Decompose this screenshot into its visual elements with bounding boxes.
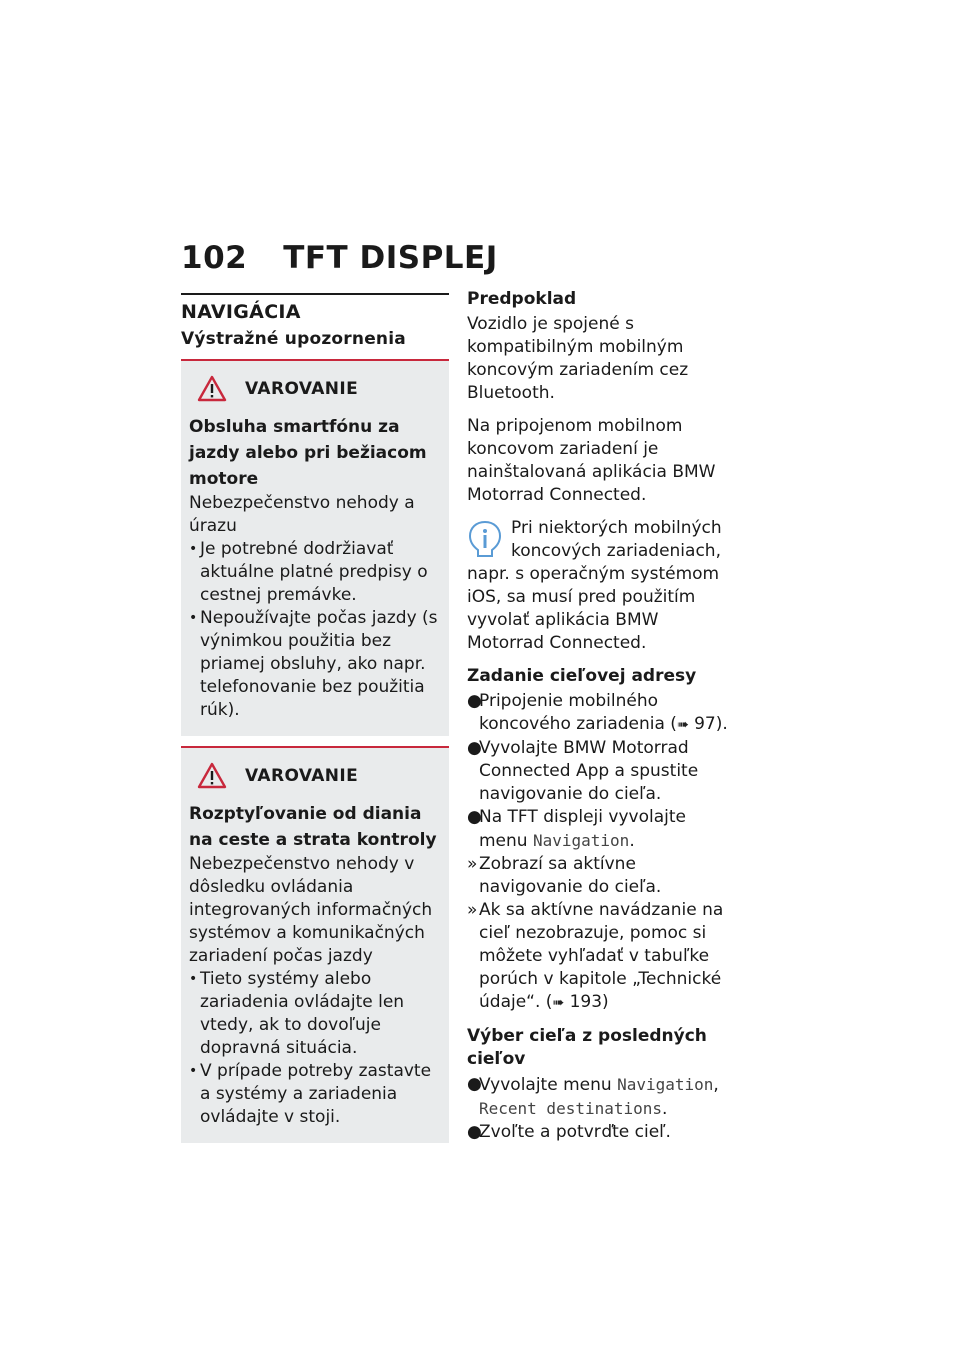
section-rule <box>181 293 449 295</box>
page-reference[interactable]: 193 <box>569 992 603 1012</box>
arrow-reference-icon: ➠ <box>676 717 689 733</box>
right-column <box>467 288 735 1144</box>
info-text: Pri niektorých mobilných koncových zariadeniach, napr. s operačným systémom iOS, sa musí pred použitím vyvolať aplikácia BMW Motorrad Connected. <box>467 518 722 653</box>
prerequisite-heading: Predpoklad <box>467 289 577 309</box>
warning-label: VAROVANIE <box>245 765 359 786</box>
info-icon <box>467 519 503 559</box>
list-item: ● Pripojenie mobilného koncového zariadenia (➠ 97). <box>467 691 728 734</box>
bullet-icon: ● <box>467 1122 482 1142</box>
page-reference[interactable]: 97 <box>694 714 716 734</box>
warning-title: Obsluha smartfónu za jazdy alebo pri bežiacom motore <box>189 417 427 489</box>
list-item: ● Na TFT displeji vyvolajte menu Navigation. <box>467 807 686 851</box>
list-item: • Je potrebné dodržiavať aktuálne platné predpisy o cestnej premávke. <box>189 539 428 605</box>
bullet-icon: • <box>189 541 198 557</box>
bullet-icon: ● <box>467 807 482 827</box>
warning-triangle-icon <box>197 375 227 402</box>
warning-box <box>181 361 449 736</box>
result-icon: » <box>467 900 478 920</box>
recent-heading: Výber cieľa z posledných cieľov <box>467 1026 707 1069</box>
bullet-icon: • <box>189 1063 198 1079</box>
menu-name: Navigation <box>617 1075 714 1094</box>
warning-header <box>189 762 441 789</box>
destination-steps <box>467 690 735 1015</box>
warning-body: Nebezpečenstvo nehody v dôsledku ovládania integrovaných informačných systémov a komunikačných zariadení počas jazdy <box>189 854 433 966</box>
bullet-icon: ● <box>467 738 482 758</box>
warning-title: Rozptyľovanie od diania na ceste a strata kontroly <box>189 804 437 850</box>
info-note <box>467 517 735 655</box>
arrow-reference-icon: ➠ <box>552 995 565 1011</box>
destination-heading: Zadanie cieľovej adresy <box>467 666 697 686</box>
warning-list <box>189 968 441 1129</box>
warning-header <box>189 375 441 402</box>
warning-triangle-icon <box>197 762 227 789</box>
left-column <box>181 293 449 1153</box>
list-item: ● Vyvolajte BMW Motorrad Connected App a spustite navigovanie do cieľa. <box>467 738 699 804</box>
recent-steps <box>467 1073 735 1144</box>
list-item: ● Zvoľte a potvrďte cieľ. <box>467 1122 671 1142</box>
page-header <box>181 240 498 276</box>
subsection-title: Výstražné upozornenia <box>181 329 406 349</box>
list-item: • V prípade potreby zastavte a systémy a zariadenia ovládajte v stoji. <box>189 1061 432 1127</box>
list-item: • Tieto systémy alebo zariadenia ovládajte len vtedy, ak to dovoľuje dopravná situácia. <box>189 969 405 1058</box>
warning-list <box>189 538 441 722</box>
menu-name: Navigation <box>532 831 630 850</box>
prerequisite-paragraph: Vozidlo je spojené s kompatibilným mobilným koncovým zariadením cez Bluetooth. <box>467 314 689 403</box>
result-icon: » <box>467 854 478 874</box>
list-item: » Zobrazí sa aktívne navigovanie do cieľa. <box>467 854 662 897</box>
section-title: NAVIGÁCIA <box>181 301 301 323</box>
warning-box <box>181 748 449 1143</box>
page-number: 102 <box>181 240 248 276</box>
bullet-icon: • <box>189 610 198 626</box>
list-item: • Nepoužívajte počas jazdy (s výnimkou použitia bez priamej obsluhy, ako napr. telefonovanie bez použitia rúk). <box>189 608 438 720</box>
prerequisite-paragraph: Na pripojenom mobilnom koncovom zariadení je nainštalovaná aplikácia BMW Motorrad Connected. <box>467 416 716 505</box>
list-item: » Ak sa aktívne navádzanie na cieľ nezobrazuje, pomoc si môžete vyhľadať v tabuľke porúch v kapitole „Technické údaje“. (➠ 193) <box>467 900 724 1012</box>
warning-body: Nebezpečenstvo nehody a úrazu <box>189 493 415 536</box>
bullet-icon: ● <box>467 1074 482 1094</box>
menu-name: Recent destinations <box>479 1099 663 1118</box>
list-item: ● Vyvolajte menu Navigation, Recent destinations. <box>467 1074 719 1119</box>
bullet-icon: • <box>189 971 198 987</box>
bullet-icon: ● <box>467 691 482 711</box>
page-title: TFT DISPLEJ <box>283 240 498 276</box>
warning-label: VAROVANIE <box>245 378 359 399</box>
